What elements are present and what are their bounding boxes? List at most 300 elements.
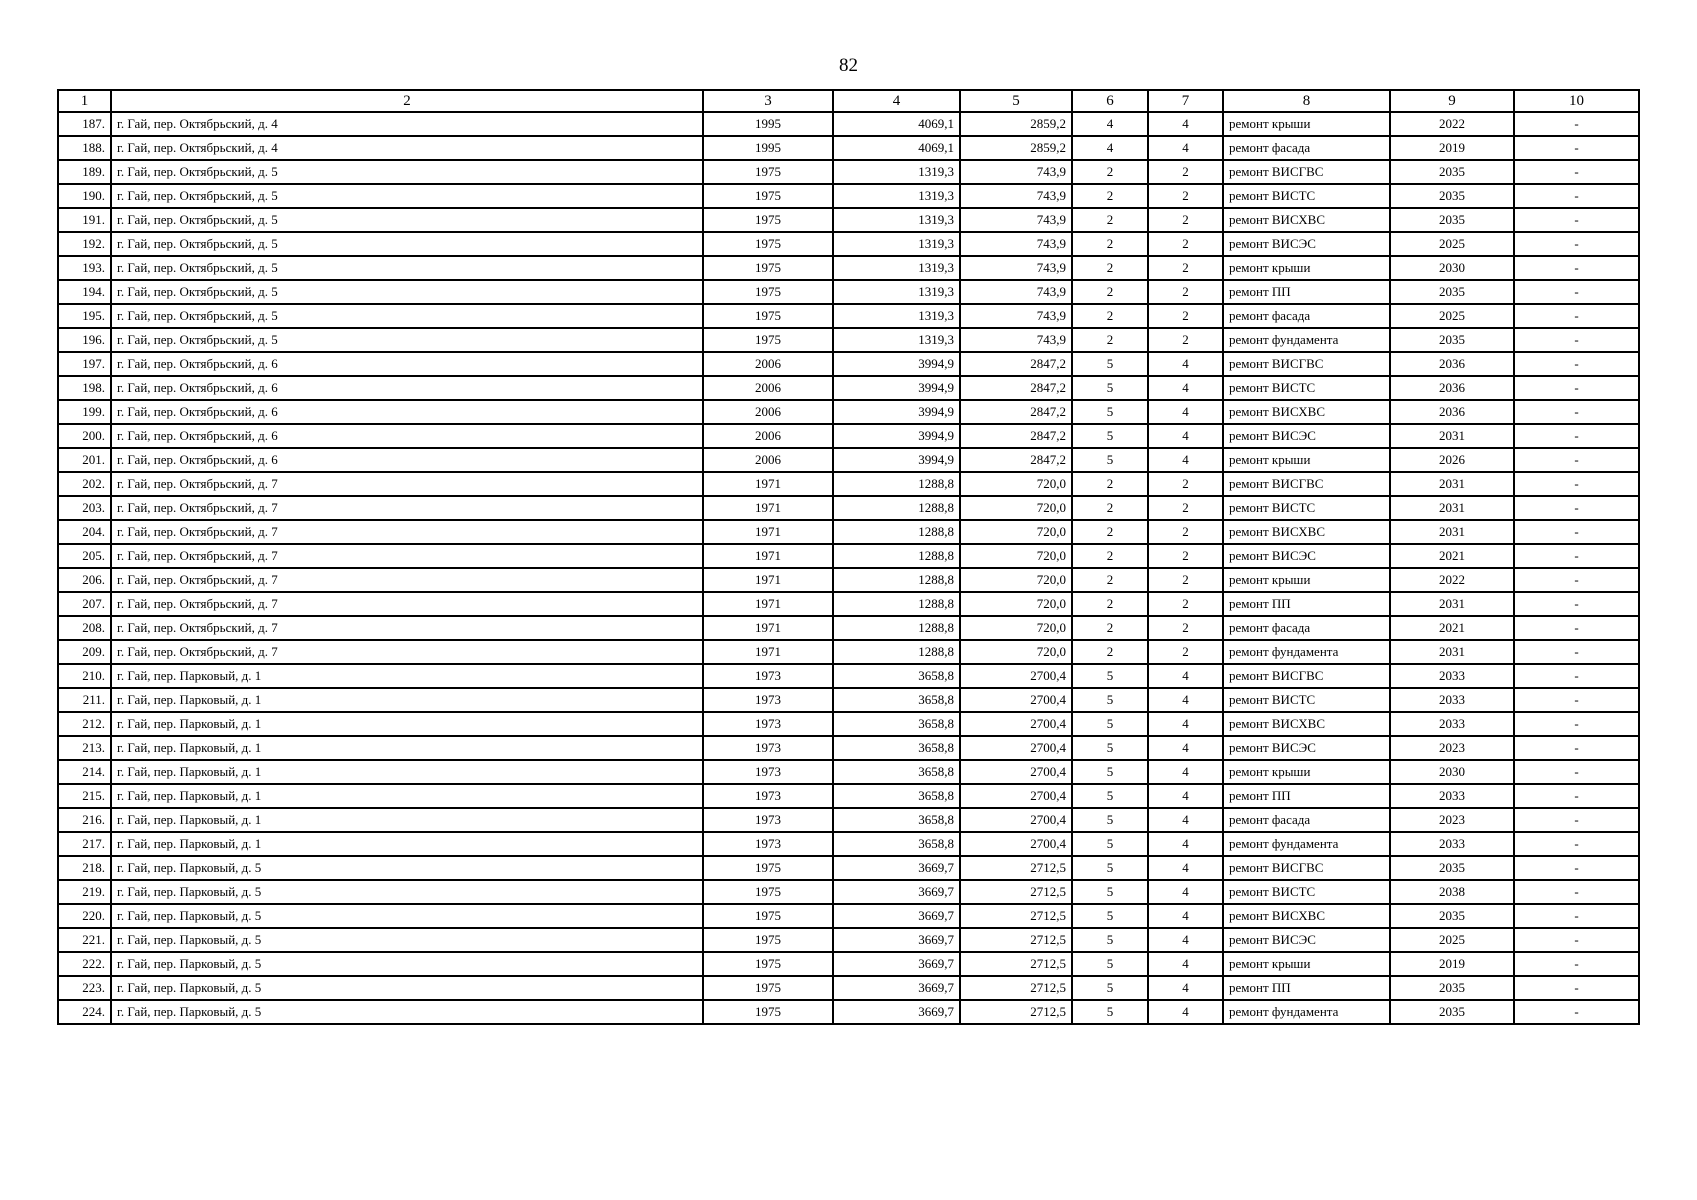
cell-address: г. Гай, пер. Октябрьский, д. 4 xyxy=(111,112,703,136)
data-table xyxy=(57,89,1640,1025)
cell-note: - xyxy=(1514,496,1639,520)
cell-note: - xyxy=(1514,616,1639,640)
cell-year: 2006 xyxy=(703,352,833,376)
cell-work-type: ремонт ВИСЭС xyxy=(1223,544,1390,568)
cell-total-area: 1288,8 xyxy=(833,568,960,592)
cell-total-area: 3658,8 xyxy=(833,688,960,712)
cell-address: г. Гай, пер. Октябрьский, д. 6 xyxy=(111,352,703,376)
table-row xyxy=(58,136,1639,160)
cell-address: г. Гай, пер. Октябрьский, д. 7 xyxy=(111,472,703,496)
cell-floors: 5 xyxy=(1072,712,1148,736)
cell-total-area: 3658,8 xyxy=(833,808,960,832)
cell-total-area: 3669,7 xyxy=(833,976,960,1000)
cell-row-number: 187. xyxy=(58,112,111,136)
cell-row-number: 190. xyxy=(58,184,111,208)
cell-living-area: 2700,4 xyxy=(960,832,1072,856)
cell-year: 1995 xyxy=(703,136,833,160)
cell-year: 2006 xyxy=(703,424,833,448)
cell-planned-year: 2038 xyxy=(1390,880,1514,904)
cell-work-type: ремонт фундамента xyxy=(1223,1000,1390,1024)
cell-entrances: 4 xyxy=(1148,352,1223,376)
cell-row-number: 217. xyxy=(58,832,111,856)
table-row xyxy=(58,592,1639,616)
cell-planned-year: 2022 xyxy=(1390,112,1514,136)
cell-note: - xyxy=(1514,424,1639,448)
cell-total-area: 1288,8 xyxy=(833,496,960,520)
cell-floors: 5 xyxy=(1072,928,1148,952)
cell-work-type: ремонт ВИСХВС xyxy=(1223,400,1390,424)
cell-planned-year: 2030 xyxy=(1390,760,1514,784)
cell-total-area: 3994,9 xyxy=(833,424,960,448)
cell-note: - xyxy=(1514,352,1639,376)
table-row xyxy=(58,760,1639,784)
cell-total-area: 4069,1 xyxy=(833,136,960,160)
cell-note: - xyxy=(1514,904,1639,928)
cell-year: 1975 xyxy=(703,904,833,928)
cell-work-type: ремонт фундамента xyxy=(1223,640,1390,664)
cell-note: - xyxy=(1514,976,1639,1000)
cell-address: г. Гай, пер. Октябрьский, д. 6 xyxy=(111,424,703,448)
cell-address: г. Гай, пер. Октябрьский, д. 5 xyxy=(111,280,703,304)
cell-row-number: 223. xyxy=(58,976,111,1000)
cell-planned-year: 2035 xyxy=(1390,184,1514,208)
table-row xyxy=(58,640,1639,664)
cell-note: - xyxy=(1514,376,1639,400)
cell-row-number: 195. xyxy=(58,304,111,328)
table-row xyxy=(58,352,1639,376)
page-number: 82 xyxy=(839,55,858,76)
column-header-4: 4 xyxy=(833,90,960,112)
cell-row-number: 219. xyxy=(58,880,111,904)
cell-year: 1971 xyxy=(703,568,833,592)
cell-row-number: 208. xyxy=(58,616,111,640)
cell-work-type: ремонт крыши xyxy=(1223,448,1390,472)
cell-living-area: 720,0 xyxy=(960,640,1072,664)
cell-address: г. Гай, пер. Октябрьский, д. 7 xyxy=(111,568,703,592)
cell-living-area: 743,9 xyxy=(960,280,1072,304)
cell-living-area: 2700,4 xyxy=(960,688,1072,712)
cell-living-area: 720,0 xyxy=(960,496,1072,520)
cell-work-type: ремонт крыши xyxy=(1223,952,1390,976)
cell-row-number: 222. xyxy=(58,952,111,976)
cell-living-area: 2847,2 xyxy=(960,424,1072,448)
cell-address: г. Гай, пер. Парковый, д. 5 xyxy=(111,976,703,1000)
cell-address: г. Гай, пер. Октябрьский, д. 7 xyxy=(111,616,703,640)
cell-work-type: ремонт фасада xyxy=(1223,136,1390,160)
cell-planned-year: 2035 xyxy=(1390,976,1514,1000)
cell-floors: 4 xyxy=(1072,136,1148,160)
cell-note: - xyxy=(1514,736,1639,760)
table-row xyxy=(58,928,1639,952)
cell-address: г. Гай, пер. Октябрьский, д. 5 xyxy=(111,208,703,232)
table-row xyxy=(58,952,1639,976)
cell-row-number: 211. xyxy=(58,688,111,712)
cell-living-area: 720,0 xyxy=(960,616,1072,640)
table-row xyxy=(58,184,1639,208)
cell-year: 1971 xyxy=(703,616,833,640)
cell-address: г. Гай, пер. Парковый, д. 1 xyxy=(111,808,703,832)
cell-planned-year: 2031 xyxy=(1390,496,1514,520)
cell-row-number: 193. xyxy=(58,256,111,280)
cell-entrances: 4 xyxy=(1148,880,1223,904)
cell-year: 1975 xyxy=(703,304,833,328)
cell-living-area: 2700,4 xyxy=(960,760,1072,784)
cell-total-area: 1319,3 xyxy=(833,304,960,328)
cell-entrances: 4 xyxy=(1148,112,1223,136)
table-row xyxy=(58,688,1639,712)
cell-row-number: 220. xyxy=(58,904,111,928)
table-row xyxy=(58,880,1639,904)
cell-planned-year: 2031 xyxy=(1390,424,1514,448)
cell-row-number: 202. xyxy=(58,472,111,496)
cell-address: г. Гай, пер. Октябрьский, д. 7 xyxy=(111,544,703,568)
table-row xyxy=(58,112,1639,136)
cell-address: г. Гай, пер. Октябрьский, д. 7 xyxy=(111,520,703,544)
cell-work-type: ремонт ВИСТС xyxy=(1223,184,1390,208)
cell-note: - xyxy=(1514,952,1639,976)
cell-total-area: 1319,3 xyxy=(833,184,960,208)
table-row xyxy=(58,736,1639,760)
cell-living-area: 2712,5 xyxy=(960,976,1072,1000)
cell-work-type: ремонт ПП xyxy=(1223,592,1390,616)
cell-row-number: 215. xyxy=(58,784,111,808)
cell-planned-year: 2025 xyxy=(1390,928,1514,952)
cell-work-type: ремонт ВИСХВС xyxy=(1223,904,1390,928)
cell-work-type: ремонт ВИСЭС xyxy=(1223,736,1390,760)
cell-year: 1973 xyxy=(703,760,833,784)
cell-note: - xyxy=(1514,784,1639,808)
cell-row-number: 224. xyxy=(58,1000,111,1024)
cell-total-area: 1288,8 xyxy=(833,544,960,568)
column-header-2: 2 xyxy=(111,90,703,112)
cell-living-area: 743,9 xyxy=(960,160,1072,184)
cell-year: 1971 xyxy=(703,472,833,496)
cell-floors: 2 xyxy=(1072,280,1148,304)
table-row xyxy=(58,832,1639,856)
cell-living-area: 720,0 xyxy=(960,472,1072,496)
cell-note: - xyxy=(1514,304,1639,328)
cell-living-area: 743,9 xyxy=(960,256,1072,280)
cell-note: - xyxy=(1514,280,1639,304)
cell-address: г. Гай, пер. Октябрьский, д. 5 xyxy=(111,328,703,352)
table-row xyxy=(58,472,1639,496)
cell-total-area: 1319,3 xyxy=(833,232,960,256)
cell-planned-year: 2022 xyxy=(1390,568,1514,592)
cell-year: 1973 xyxy=(703,784,833,808)
cell-floors: 2 xyxy=(1072,208,1148,232)
cell-total-area: 1288,8 xyxy=(833,640,960,664)
cell-living-area: 743,9 xyxy=(960,208,1072,232)
cell-planned-year: 2036 xyxy=(1390,376,1514,400)
table-row xyxy=(58,1000,1639,1024)
cell-floors: 5 xyxy=(1072,1000,1148,1024)
cell-living-area: 2859,2 xyxy=(960,136,1072,160)
cell-planned-year: 2023 xyxy=(1390,736,1514,760)
cell-living-area: 2847,2 xyxy=(960,352,1072,376)
cell-floors: 5 xyxy=(1072,760,1148,784)
cell-address: г. Гай, пер. Октябрьский, д. 4 xyxy=(111,136,703,160)
cell-living-area: 2712,5 xyxy=(960,928,1072,952)
cell-work-type: ремонт ВИСХВС xyxy=(1223,712,1390,736)
cell-entrances: 2 xyxy=(1148,640,1223,664)
cell-total-area: 3658,8 xyxy=(833,712,960,736)
cell-total-area: 1288,8 xyxy=(833,520,960,544)
cell-address: г. Гай, пер. Парковый, д. 5 xyxy=(111,880,703,904)
cell-note: - xyxy=(1514,760,1639,784)
cell-total-area: 1319,3 xyxy=(833,208,960,232)
cell-floors: 2 xyxy=(1072,640,1148,664)
cell-work-type: ремонт ВИСГВС xyxy=(1223,352,1390,376)
cell-note: - xyxy=(1514,808,1639,832)
cell-address: г. Гай, пер. Парковый, д. 1 xyxy=(111,736,703,760)
table-row xyxy=(58,568,1639,592)
cell-planned-year: 2021 xyxy=(1390,616,1514,640)
cell-planned-year: 2035 xyxy=(1390,904,1514,928)
cell-work-type: ремонт фасада xyxy=(1223,808,1390,832)
cell-floors: 5 xyxy=(1072,352,1148,376)
cell-total-area: 3994,9 xyxy=(833,400,960,424)
cell-row-number: 194. xyxy=(58,280,111,304)
table-row xyxy=(58,160,1639,184)
cell-note: - xyxy=(1514,1000,1639,1024)
cell-entrances: 4 xyxy=(1148,400,1223,424)
cell-total-area: 1319,3 xyxy=(833,256,960,280)
cell-floors: 2 xyxy=(1072,232,1148,256)
cell-living-area: 743,9 xyxy=(960,328,1072,352)
cell-note: - xyxy=(1514,232,1639,256)
cell-living-area: 2712,5 xyxy=(960,952,1072,976)
cell-address: г. Гай, пер. Октябрьский, д. 6 xyxy=(111,400,703,424)
cell-entrances: 2 xyxy=(1148,592,1223,616)
cell-entrances: 4 xyxy=(1148,448,1223,472)
cell-note: - xyxy=(1514,184,1639,208)
cell-entrances: 2 xyxy=(1148,472,1223,496)
cell-total-area: 3658,8 xyxy=(833,784,960,808)
table-row xyxy=(58,280,1639,304)
cell-entrances: 2 xyxy=(1148,496,1223,520)
cell-address: г. Гай, пер. Октябрьский, д. 5 xyxy=(111,160,703,184)
cell-address: г. Гай, пер. Парковый, д. 5 xyxy=(111,952,703,976)
cell-living-area: 720,0 xyxy=(960,544,1072,568)
cell-address: г. Гай, пер. Парковый, д. 5 xyxy=(111,1000,703,1024)
cell-row-number: 192. xyxy=(58,232,111,256)
cell-floors: 5 xyxy=(1072,664,1148,688)
cell-work-type: ремонт ВИСЭС xyxy=(1223,232,1390,256)
cell-note: - xyxy=(1514,880,1639,904)
cell-note: - xyxy=(1514,256,1639,280)
cell-floors: 4 xyxy=(1072,112,1148,136)
cell-living-area: 743,9 xyxy=(960,184,1072,208)
cell-year: 1971 xyxy=(703,592,833,616)
cell-living-area: 2712,5 xyxy=(960,904,1072,928)
cell-floors: 5 xyxy=(1072,736,1148,760)
table-row xyxy=(58,448,1639,472)
cell-note: - xyxy=(1514,712,1639,736)
cell-address: г. Гай, пер. Парковый, д. 1 xyxy=(111,760,703,784)
cell-floors: 2 xyxy=(1072,184,1148,208)
cell-note: - xyxy=(1514,136,1639,160)
table-row xyxy=(58,328,1639,352)
cell-year: 1975 xyxy=(703,184,833,208)
cell-entrances: 4 xyxy=(1148,856,1223,880)
cell-planned-year: 2036 xyxy=(1390,352,1514,376)
cell-address: г. Гай, пер. Парковый, д. 5 xyxy=(111,928,703,952)
cell-work-type: ремонт ВИСТС xyxy=(1223,688,1390,712)
cell-planned-year: 2035 xyxy=(1390,856,1514,880)
cell-row-number: 212. xyxy=(58,712,111,736)
cell-work-type: ремонт крыши xyxy=(1223,760,1390,784)
cell-entrances: 4 xyxy=(1148,136,1223,160)
cell-row-number: 214. xyxy=(58,760,111,784)
cell-floors: 2 xyxy=(1072,160,1148,184)
cell-note: - xyxy=(1514,520,1639,544)
cell-note: - xyxy=(1514,400,1639,424)
cell-work-type: ремонт ВИСГВС xyxy=(1223,664,1390,688)
table-row xyxy=(58,856,1639,880)
column-header-3: 3 xyxy=(703,90,833,112)
cell-entrances: 4 xyxy=(1148,376,1223,400)
table-row xyxy=(58,712,1639,736)
column-header-7: 7 xyxy=(1148,90,1223,112)
cell-year: 1975 xyxy=(703,928,833,952)
cell-address: г. Гай, пер. Октябрьский, д. 7 xyxy=(111,496,703,520)
cell-address: г. Гай, пер. Парковый, д. 1 xyxy=(111,832,703,856)
cell-work-type: ремонт ВИСХВС xyxy=(1223,520,1390,544)
cell-note: - xyxy=(1514,472,1639,496)
cell-year: 1975 xyxy=(703,280,833,304)
table-row xyxy=(58,376,1639,400)
cell-year: 1973 xyxy=(703,688,833,712)
cell-entrances: 2 xyxy=(1148,184,1223,208)
cell-year: 1975 xyxy=(703,160,833,184)
cell-note: - xyxy=(1514,448,1639,472)
cell-note: - xyxy=(1514,592,1639,616)
table-row xyxy=(58,208,1639,232)
cell-work-type: ремонт ВИСТС xyxy=(1223,376,1390,400)
cell-planned-year: 2031 xyxy=(1390,592,1514,616)
cell-year: 1975 xyxy=(703,208,833,232)
cell-row-number: 210. xyxy=(58,664,111,688)
cell-note: - xyxy=(1514,928,1639,952)
cell-work-type: ремонт ВИСГВС xyxy=(1223,472,1390,496)
cell-planned-year: 2035 xyxy=(1390,160,1514,184)
cell-total-area: 3669,7 xyxy=(833,1000,960,1024)
cell-living-area: 720,0 xyxy=(960,568,1072,592)
cell-year: 1975 xyxy=(703,256,833,280)
cell-planned-year: 2035 xyxy=(1390,328,1514,352)
cell-address: г. Гай, пер. Парковый, д. 5 xyxy=(111,904,703,928)
cell-planned-year: 2030 xyxy=(1390,256,1514,280)
column-header-5: 5 xyxy=(960,90,1072,112)
cell-year: 2006 xyxy=(703,400,833,424)
cell-entrances: 2 xyxy=(1148,568,1223,592)
cell-year: 1973 xyxy=(703,736,833,760)
table-row xyxy=(58,808,1639,832)
cell-floors: 2 xyxy=(1072,616,1148,640)
cell-row-number: 200. xyxy=(58,424,111,448)
cell-planned-year: 2019 xyxy=(1390,136,1514,160)
cell-row-number: 221. xyxy=(58,928,111,952)
cell-planned-year: 2035 xyxy=(1390,1000,1514,1024)
cell-living-area: 2847,2 xyxy=(960,448,1072,472)
cell-living-area: 2700,4 xyxy=(960,808,1072,832)
cell-floors: 2 xyxy=(1072,256,1148,280)
cell-row-number: 197. xyxy=(58,352,111,376)
cell-address: г. Гай, пер. Октябрьский, д. 5 xyxy=(111,184,703,208)
cell-planned-year: 2031 xyxy=(1390,640,1514,664)
cell-entrances: 2 xyxy=(1148,544,1223,568)
cell-year: 2006 xyxy=(703,448,833,472)
cell-total-area: 3658,8 xyxy=(833,664,960,688)
cell-year: 1973 xyxy=(703,712,833,736)
cell-living-area: 743,9 xyxy=(960,232,1072,256)
cell-planned-year: 2019 xyxy=(1390,952,1514,976)
cell-note: - xyxy=(1514,664,1639,688)
cell-floors: 5 xyxy=(1072,400,1148,424)
cell-living-area: 720,0 xyxy=(960,592,1072,616)
table-row xyxy=(58,232,1639,256)
cell-row-number: 205. xyxy=(58,544,111,568)
cell-address: г. Гай, пер. Парковый, д. 1 xyxy=(111,712,703,736)
cell-living-area: 2700,4 xyxy=(960,664,1072,688)
cell-total-area: 1319,3 xyxy=(833,280,960,304)
cell-entrances: 4 xyxy=(1148,1000,1223,1024)
cell-entrances: 4 xyxy=(1148,664,1223,688)
cell-address: г. Гай, пер. Парковый, д. 1 xyxy=(111,688,703,712)
table-row xyxy=(58,424,1639,448)
cell-floors: 2 xyxy=(1072,520,1148,544)
cell-year: 1971 xyxy=(703,520,833,544)
cell-year: 1973 xyxy=(703,832,833,856)
cell-work-type: ремонт ПП xyxy=(1223,280,1390,304)
cell-address: г. Гай, пер. Октябрьский, д. 7 xyxy=(111,640,703,664)
cell-total-area: 3669,7 xyxy=(833,856,960,880)
cell-entrances: 4 xyxy=(1148,784,1223,808)
table-row xyxy=(58,544,1639,568)
cell-note: - xyxy=(1514,328,1639,352)
cell-work-type: ремонт ВИСТС xyxy=(1223,880,1390,904)
cell-floors: 5 xyxy=(1072,424,1148,448)
column-header-10: 10 xyxy=(1514,90,1639,112)
cell-total-area: 3658,8 xyxy=(833,736,960,760)
cell-planned-year: 2023 xyxy=(1390,808,1514,832)
cell-work-type: ремонт ПП xyxy=(1223,976,1390,1000)
cell-entrances: 2 xyxy=(1148,520,1223,544)
cell-entrances: 2 xyxy=(1148,304,1223,328)
cell-note: - xyxy=(1514,208,1639,232)
cell-total-area: 1288,8 xyxy=(833,592,960,616)
cell-total-area: 3658,8 xyxy=(833,832,960,856)
cell-year: 1975 xyxy=(703,328,833,352)
cell-floors: 5 xyxy=(1072,832,1148,856)
cell-year: 1975 xyxy=(703,1000,833,1024)
cell-planned-year: 2033 xyxy=(1390,712,1514,736)
cell-year: 2006 xyxy=(703,376,833,400)
cell-address: г. Гай, пер. Октябрьский, д. 5 xyxy=(111,304,703,328)
cell-address: г. Гай, пер. Октябрьский, д. 5 xyxy=(111,256,703,280)
cell-planned-year: 2033 xyxy=(1390,784,1514,808)
cell-living-area: 720,0 xyxy=(960,520,1072,544)
cell-total-area: 1288,8 xyxy=(833,616,960,640)
column-header-9: 9 xyxy=(1390,90,1514,112)
cell-row-number: 207. xyxy=(58,592,111,616)
cell-row-number: 209. xyxy=(58,640,111,664)
cell-row-number: 188. xyxy=(58,136,111,160)
cell-row-number: 196. xyxy=(58,328,111,352)
cell-note: - xyxy=(1514,544,1639,568)
cell-address: г. Гай, пер. Парковый, д. 1 xyxy=(111,784,703,808)
cell-floors: 2 xyxy=(1072,496,1148,520)
